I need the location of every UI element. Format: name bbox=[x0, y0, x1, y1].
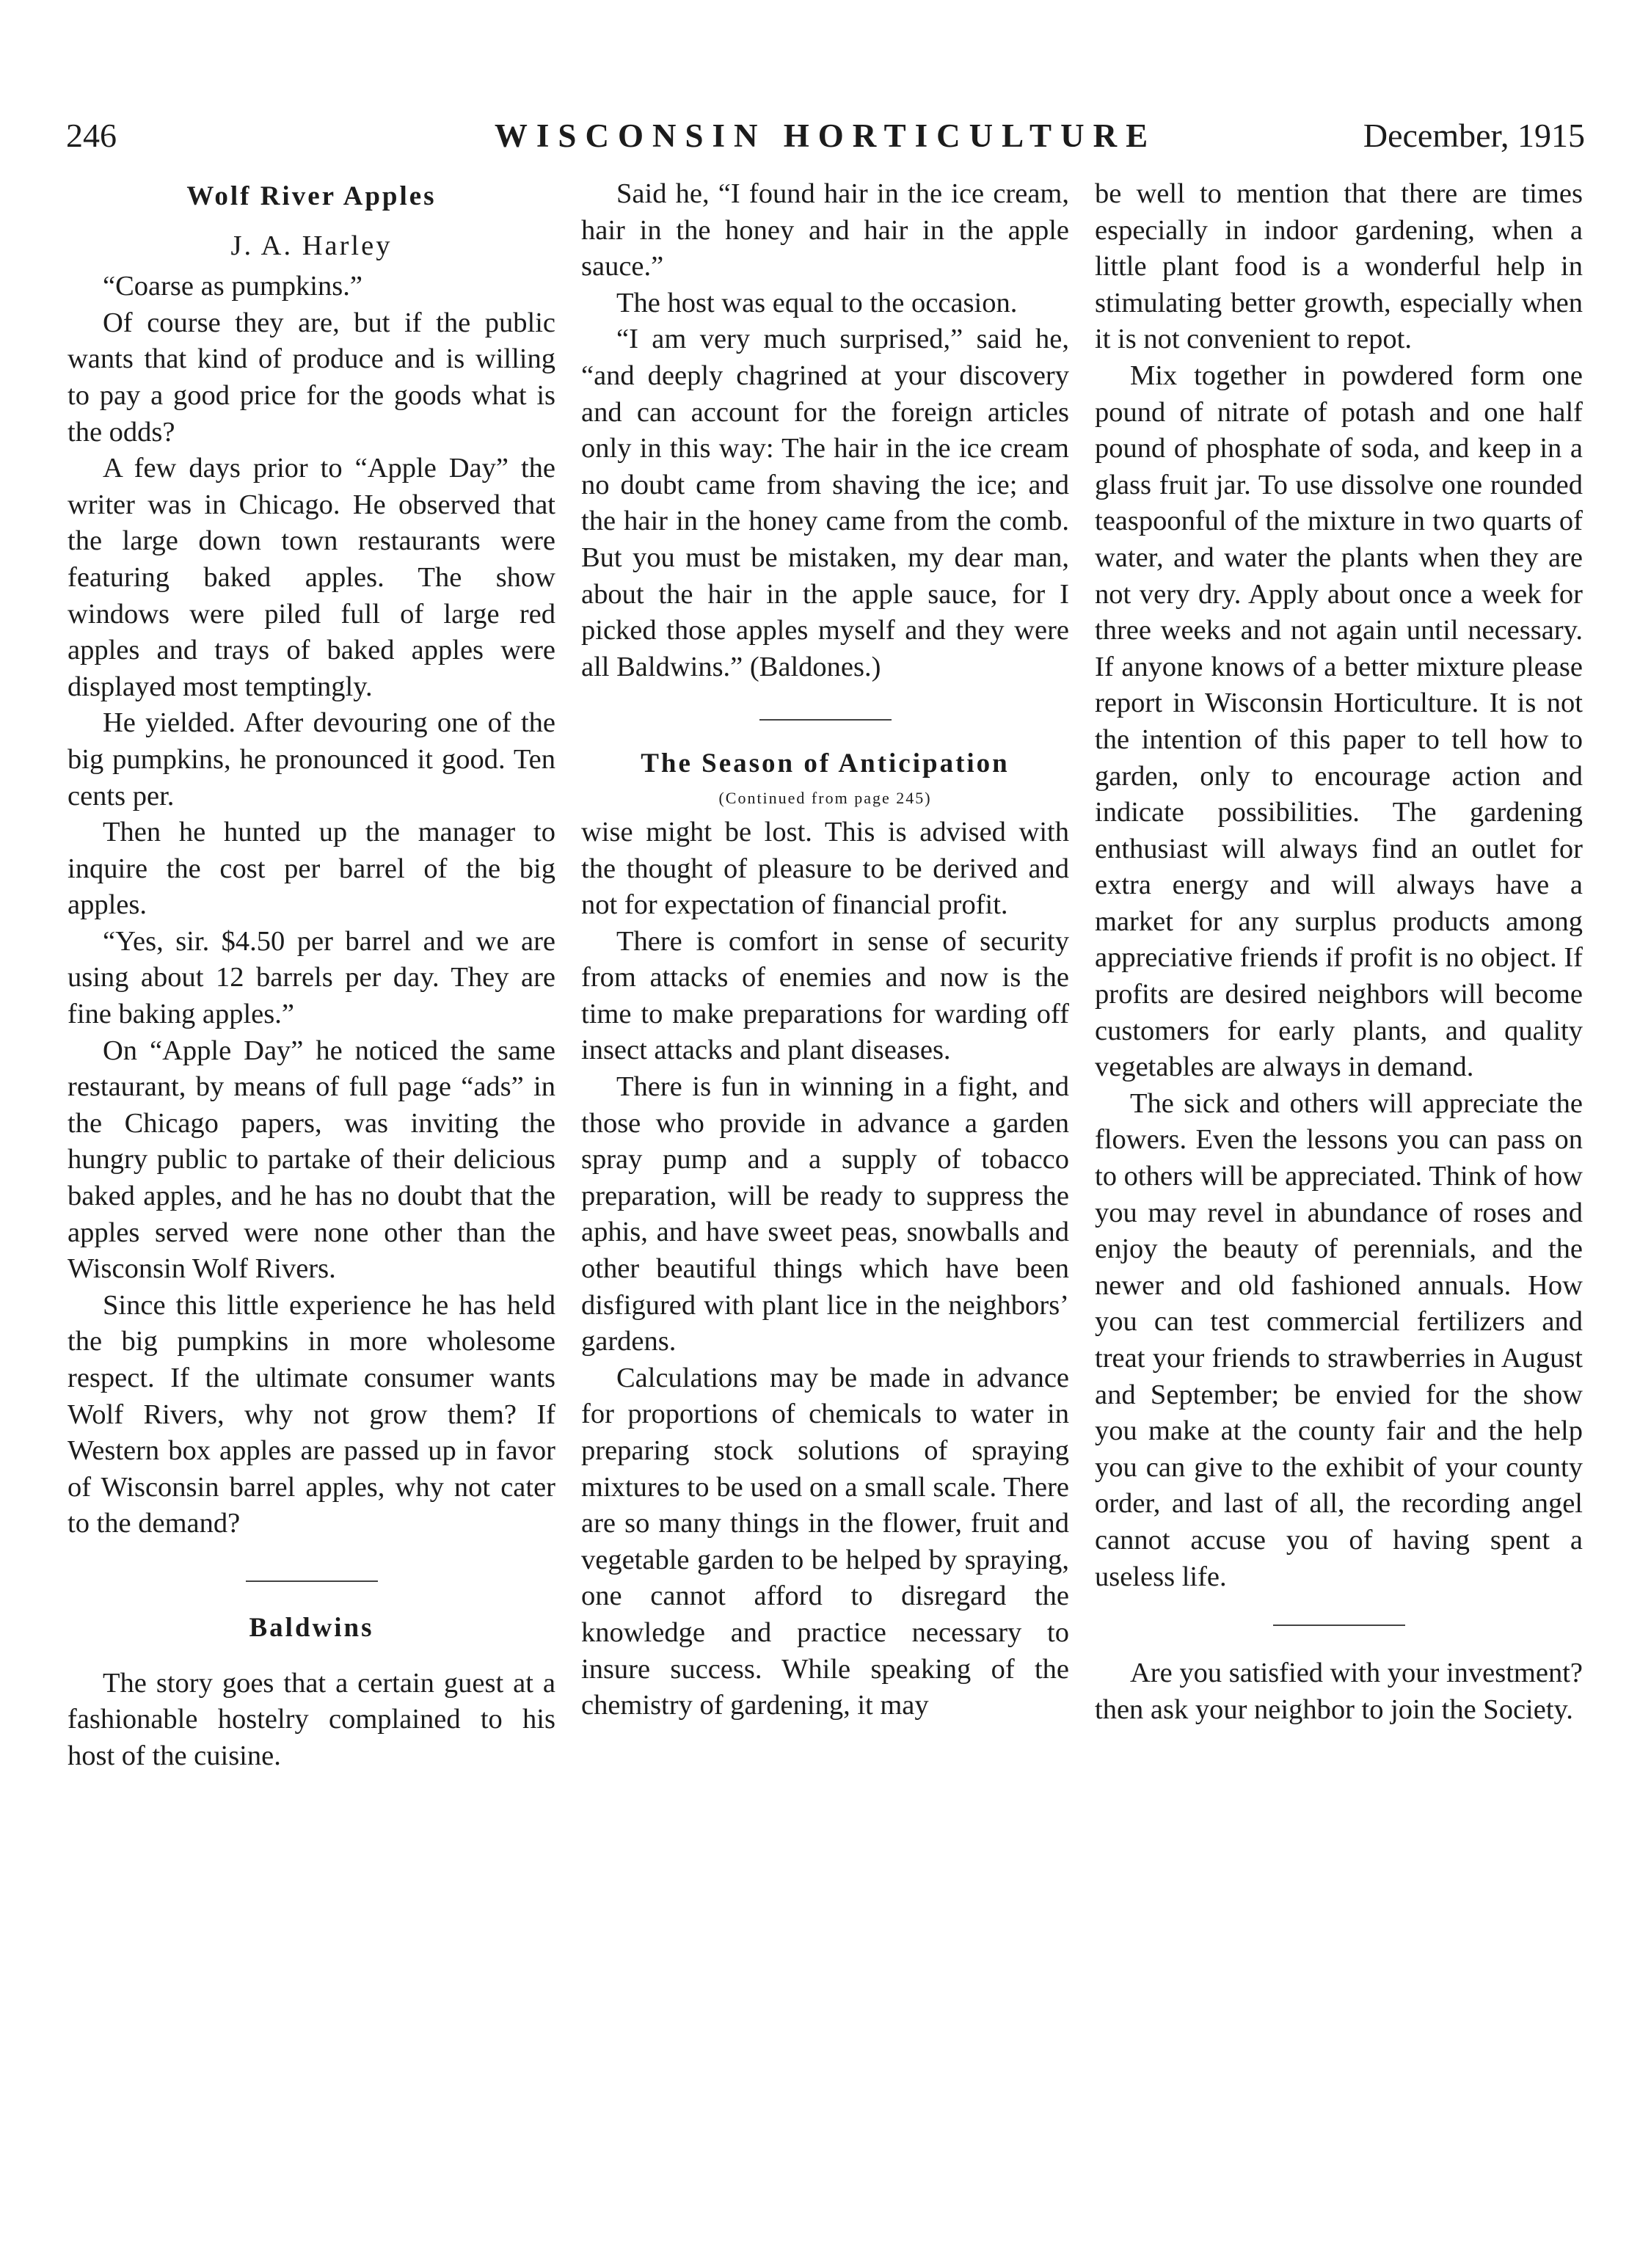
paragraph: Said he, “I found hair in the ice cream, hair in the honey and hair in the apple sauce.” bbox=[581, 178, 1069, 282]
article-title-baldwins: Baldwins bbox=[249, 1612, 374, 1643]
page-number: 246 bbox=[66, 117, 117, 154]
closing-paragraph: Are you satisfied with your investment? then ask your neighbor to join the Society. bbox=[1095, 1658, 1583, 1725]
paragraph: Calculations may be made in advance for proportions of chemicals to water in preparing stock solutions of spraying mixtures to be used on a small scale. There are so many things in the flower, fruit and vegetable garden to be helped by spraying, one cannot afford to disregard the knowledge and practice necessary to insure success. While speaking of the chemistry of gardening, it may bbox=[581, 1362, 1069, 1721]
page-header bbox=[66, 110, 1585, 161]
paragraph: Since this little experience he has held the big pumpkins in more wholesome respect. If the ultimate consumer wants Wolf Rivers, why not grow them? If Western box apples are passed up in favor of Wisconsin barrel apples, why not cater to the demand? bbox=[68, 1289, 555, 1539]
paragraph: be well to mention that there are times especially in indoor gardening, when a little plant food is a wonderful help in stimulating better growth, especially when it is not convenient to repot. bbox=[1095, 178, 1583, 355]
issue-date: December, 1915 bbox=[1363, 117, 1585, 154]
paragraph: On “Apple Day” he noticed the same restaurant, by means of full page “ads” in the Chicago papers, was inviting the hungry public to partake of their delicious baked apples, and he has no doubt that the apples served were none other than the Wisconsin Wolf Rivers. bbox=[68, 1035, 555, 1285]
paragraph: Of course they are, but if the public wants that kind of produce and is willing to pay a good price for the goods what is the odds? bbox=[68, 307, 555, 448]
paragraph: “Coarse as pumpkins.” bbox=[103, 271, 362, 302]
paragraph: “Yes, sir. $4.50 per barrel and we are using about 12 barrels per day. They are fine baking apples.” bbox=[68, 925, 555, 1030]
paragraph: The story goes that a certain guest at a fashionable hostelry complained to his host of the cuisine. bbox=[68, 1667, 555, 1771]
column-2 bbox=[581, 176, 1069, 1724]
paragraph: Mix together in powdered form one pound of nitrate of potash and one half pound of phosphate of soda, and keep in a glass fruit jar. To use dissolve one rounded teaspoonful of the mixture in two quarts of water, and water the plants when they are not very dry. Apply about once a week for three weeks and not again until necessary. If anyone knows of a better mixture please report in Wisconsin Horticulture. It is not the intention of this paper to tell how to garden, only to encourage action and indicate possibilities. The gardening enthusiast will always find an outlet for extra energy and will always have a market for any surplus products among appreciative friends if profit is no object. If profits are desired neighbors will become customers for early plants, and quality vegetables are always in demand. bbox=[1095, 360, 1583, 1083]
article-author: J. A. Harley bbox=[230, 230, 393, 261]
paragraph: There is comfort in sense of security from attacks of enemies and now is the time to make preparations for warding off insect attacks and plant diseases. bbox=[581, 925, 1069, 1066]
paragraph: There is fun in winning in a fight, and those who provide in advance a garden spray pump and a supply of tobacco preparation, will be ready to suppress the aphis, and have sweet peas, snowballs and other beautiful things which have been disfigured with plant lice in the neighbors’ gardens. bbox=[581, 1071, 1069, 1357]
paragraph: “I am very much surprised,” said he, “and deeply chagrined at your discovery and can account for the foreign articles only in this way: The hair in the ice cream no doubt came from shaving the ice; and the hair in the honey came from the comb. But you must be mistaken, my dear man, about the hair in the apple sauce, for I picked those apples myself and they were all Baldwins.” (Baldones.) bbox=[581, 324, 1069, 682]
article-title-wolf-river: Wolf River Apples bbox=[186, 181, 437, 211]
column-1 bbox=[68, 176, 555, 1774]
article-title-season: The Season of Anticipation bbox=[641, 748, 1010, 779]
paragraph: The host was equal to the occasion. bbox=[616, 287, 1018, 318]
paragraph: wise might be lost. This is advised with the thought of pleasure to be derived and not for expectation of financial profit. bbox=[581, 816, 1069, 921]
paragraph: He yielded. After devouring one of the big pumpkins, he pronounced it good. Ten cents per. bbox=[68, 707, 555, 812]
paragraph: Then he hunted up the manager to inquire the cost per barrel of the big apples. bbox=[68, 817, 555, 921]
paragraph: A few days prior to “Apple Day” the writer was in Chicago. He observed that the large down town restaurants were featuring baked apples. The show windows were piled full of large red apples and trays of baked apples were displayed most temptingly. bbox=[68, 453, 555, 702]
journal-title: WISCONSIN HORTICULTURE bbox=[494, 117, 1157, 154]
column-3 bbox=[1095, 176, 1583, 1728]
paragraph: The sick and others will appreciate the flowers. Even the lessons you can pass on to others will be appreciated. Think of how you may revel in abundance of roses and enjoy the beauty of perennials, and the newer and old fashioned annuals. How you can test commercial fertilizers and treat your friends to strawberries in August and September; be envied for the show you make at the county fair and the help you can give to the exhibit of your county order, and last of all, the recording angel cannot accuse you of having spent a useless life. bbox=[1095, 1087, 1583, 1592]
continued-note: (Continued from page 245) bbox=[718, 788, 932, 807]
